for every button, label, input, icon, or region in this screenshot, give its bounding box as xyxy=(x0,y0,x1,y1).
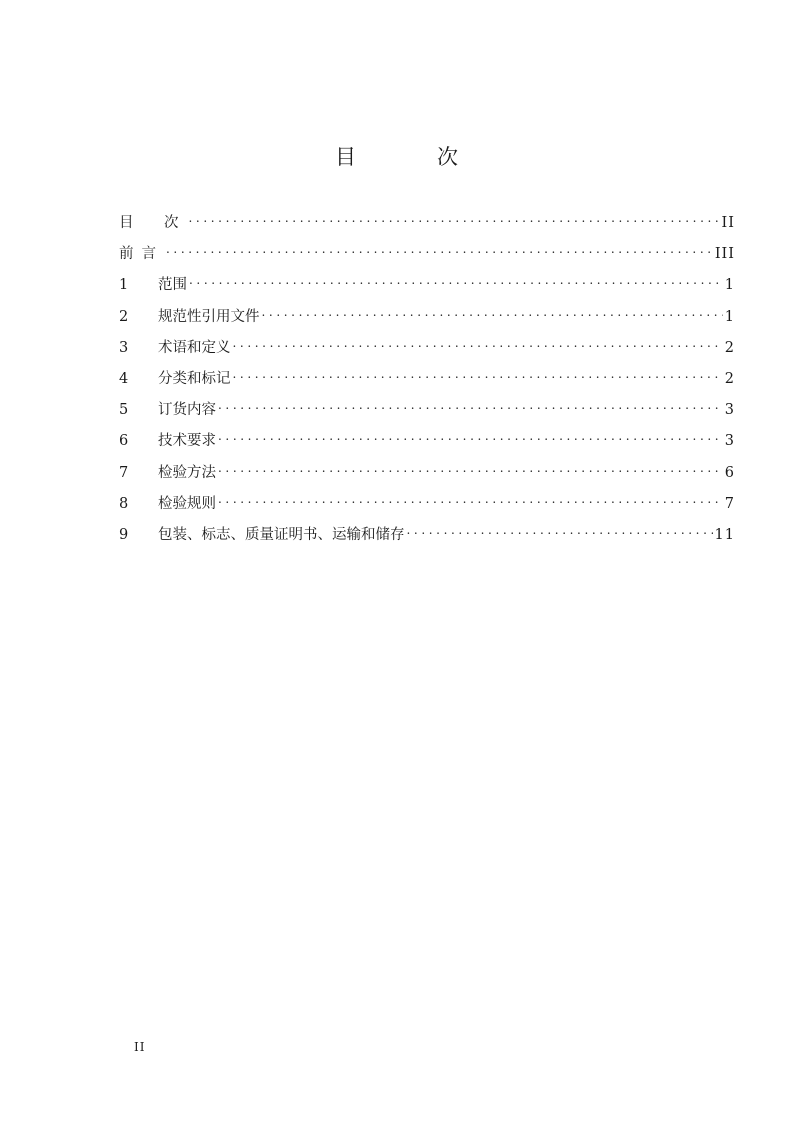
toc-leader-dots xyxy=(218,463,723,477)
toc-entry-page: 1 xyxy=(724,277,735,294)
toc-leader-dots xyxy=(189,213,720,227)
toc-leader-dots xyxy=(233,369,723,383)
toc-leader-dots xyxy=(189,275,723,289)
toc-entry-label: 前言 xyxy=(119,246,164,263)
toc-leader-dots xyxy=(218,431,723,445)
toc-leader-dots xyxy=(218,400,723,414)
toc-leader-dots xyxy=(262,307,723,321)
toc-entry-number: 9 xyxy=(119,526,129,543)
table-of-contents xyxy=(119,210,735,553)
toc-leader-dots xyxy=(218,494,723,508)
toc-entry-number: 2 xyxy=(119,308,129,325)
toc-entry-label: 范围 xyxy=(158,277,187,294)
toc-entry-2[interactable] xyxy=(119,304,735,335)
toc-entry-label: 技术要求 xyxy=(158,433,216,450)
toc-entry-page: 11 xyxy=(714,526,735,543)
toc-entry-number: 6 xyxy=(119,433,129,450)
toc-entry-page: 7 xyxy=(724,495,735,512)
toc-entry-page: 2 xyxy=(724,370,735,387)
toc-entry-contents[interactable] xyxy=(119,210,735,241)
toc-leader-dots xyxy=(166,244,713,258)
toc-leader-dots xyxy=(407,525,713,539)
toc-entry-1[interactable] xyxy=(119,272,735,303)
toc-entry-4[interactable] xyxy=(119,366,735,397)
toc-entry-number: 1 xyxy=(119,277,129,294)
page-number: II xyxy=(134,1040,146,1054)
toc-leader-dots xyxy=(233,338,723,352)
toc-entry-label: 检验规则 xyxy=(158,495,216,512)
toc-entry-page: 2 xyxy=(724,339,735,356)
toc-entry-page: 3 xyxy=(724,402,735,419)
toc-entry-number: 3 xyxy=(119,339,129,356)
toc-entry-page: III xyxy=(714,246,735,263)
toc-entry-label: 订货内容 xyxy=(158,402,216,419)
toc-entry-label: 术语和定义 xyxy=(158,339,231,356)
toc-entry-label: 检验方法 xyxy=(158,464,216,481)
toc-entry-page: 6 xyxy=(724,464,735,481)
toc-entry-3[interactable] xyxy=(119,335,735,366)
toc-entry-5[interactable] xyxy=(119,397,735,428)
toc-entry-6[interactable] xyxy=(119,428,735,459)
page-title: 目 次 xyxy=(335,145,488,169)
toc-entry-label: 包装、标志、质量证明书、运输和储存 xyxy=(158,526,405,543)
toc-entry-page: II xyxy=(721,215,735,231)
toc-entry-number: 8 xyxy=(119,495,129,512)
toc-entry-label: 目 次 xyxy=(119,215,187,231)
toc-entry-foreword[interactable] xyxy=(119,241,735,272)
toc-entry-page: 1 xyxy=(724,308,735,325)
toc-entry-page: 3 xyxy=(724,433,735,450)
toc-entry-7[interactable] xyxy=(119,460,735,491)
toc-entry-label: 分类和标记 xyxy=(158,370,231,387)
toc-entry-number: 5 xyxy=(119,402,129,419)
toc-entry-8[interactable] xyxy=(119,491,735,522)
toc-entry-number: 4 xyxy=(119,370,129,387)
toc-entry-9[interactable] xyxy=(119,522,735,553)
toc-entry-label: 规范性引用文件 xyxy=(158,308,260,325)
toc-entry-number: 7 xyxy=(119,464,129,481)
